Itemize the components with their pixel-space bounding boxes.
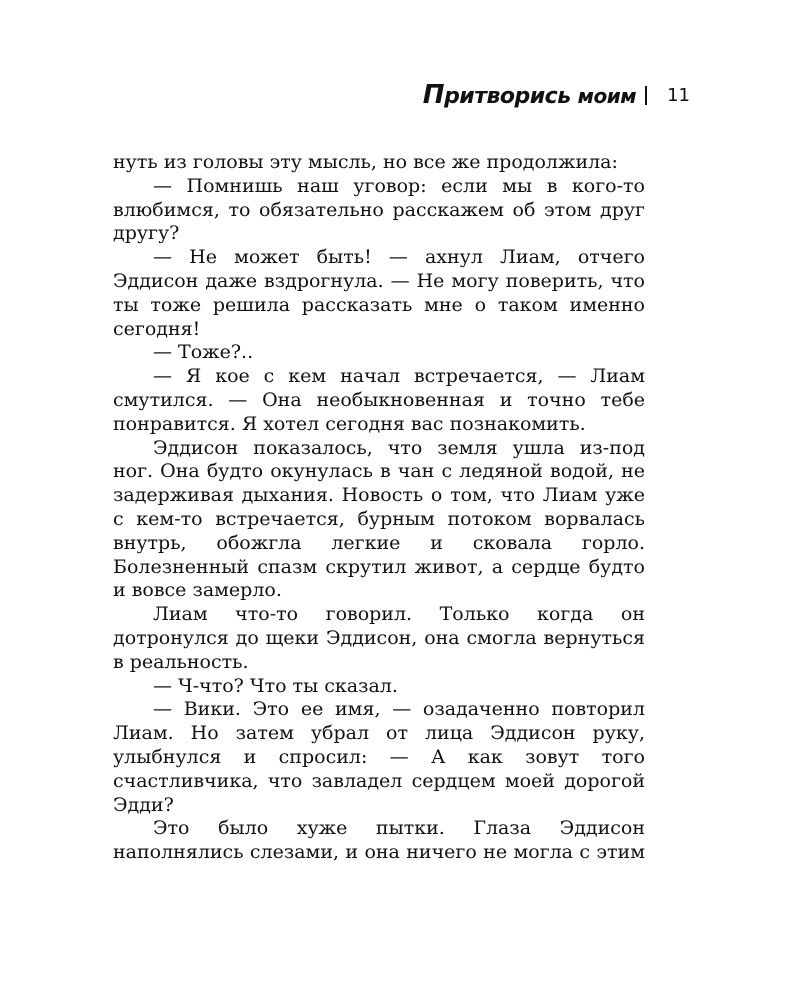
paragraph: Лиам что-то говорил. Только когда он дотронулся до щеки Эддисон, она смогла вернуться в реальность.: [113, 603, 645, 673]
paragraph: Это было хуже пытки. Глаза Эддисон наполнялись слезами, и она ничего не могла с этим: [113, 817, 645, 864]
body-text: [113, 151, 645, 865]
book-title-word1-rest: ритворись: [444, 84, 571, 109]
book-title: [423, 80, 636, 110]
paragraph: — Ч-что? Что ты сказал.: [153, 674, 398, 697]
book-title-initial: П: [422, 80, 445, 110]
page-number: 11: [667, 84, 690, 106]
paragraph: — Тоже?..: [153, 341, 254, 364]
running-head-divider: [645, 86, 647, 105]
running-head: [423, 80, 690, 110]
paragraph: Эддисон показалось, что земля ушла из-под ног. Она будто окунулась в чан с ледяной водой, не задерживая дыхания. Новость о том, что Лиам уже с кем-то встречается, бурным потоком ворвалась внутрь, обожгла легкие и сковала горло. Болезненный спазм скрутил живот, а сердце будто и вовсе замерло.: [113, 436, 645, 602]
paragraph: — Помнишь наш уговор: если мы в кого-то влюбимся, то обязательно расскажем об этом друг другу?: [113, 174, 645, 245]
paragraph: — Вики. Это ее имя, — озадаченно повторил Лиам. Но затем убрал от лица Эддисон руку, улыбнулся и спросил: — А как зовут того счастливчика, что завладел сердцем моей дорогой Эдди?: [113, 698, 645, 816]
paragraph: — Я кое с кем начал встречается, — Лиам смутился. — Она необыкновенная и точно тебе понравится. Я хотел сегодня вас познакомить.: [113, 365, 645, 435]
paragraph: — Не может быть! — ахнул Лиам, отчего Эддисон даже вздрогнула. — Не могу поверить, что ты тоже решила рассказать мне о таком именно сегодня!: [113, 246, 645, 340]
book-title-word2: моим: [577, 84, 637, 108]
paragraph: нуть из головы эту мысль, но все же продолжила:: [113, 151, 618, 173]
